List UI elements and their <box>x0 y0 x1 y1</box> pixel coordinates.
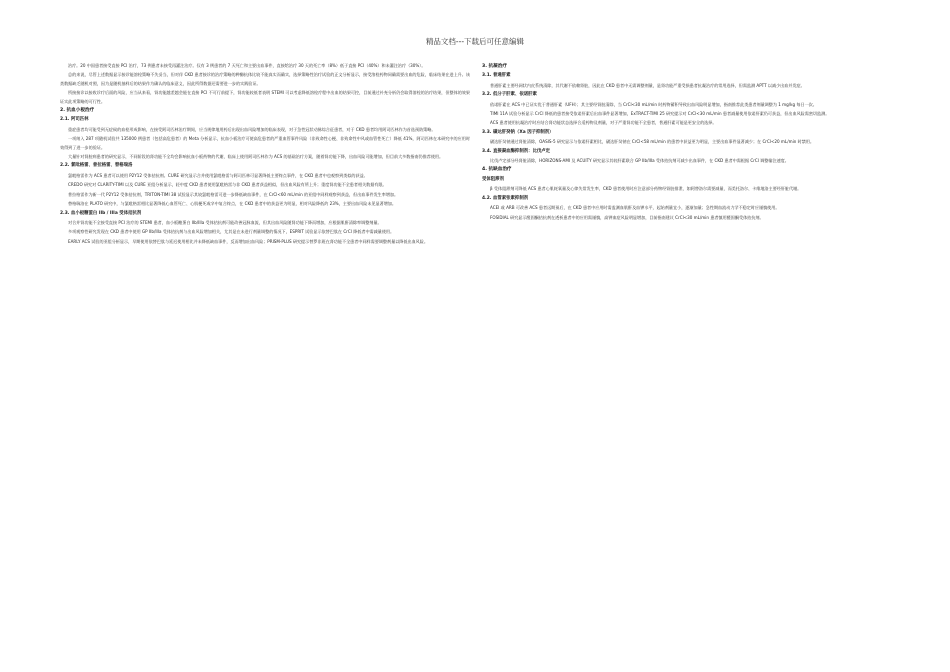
subsection-heading: 2.2. 氯吡格雷、普拉格雷、替格瑞洛 <box>60 163 133 169</box>
paragraph: 磺达肝癸钠通过肾脏清除，OASIS-5 研究显示与依诺肝素相比，磺达肝癸钠在 CrCl<58 mL/min 的患者中获益更为明显，主要出血事件显著减少；在 CrCl<20 mL/min 时禁用。 <box>490 139 814 145</box>
subsection-heading: 受体阻滞剂 <box>482 176 504 182</box>
subsection-heading: 3.3. 磺达肝癸钠（Xa 因子抑制剂） <box>482 129 554 135</box>
paragraph: 多项观察性研究发现在 CKD 患者中使用 GP IIb/IIIa 受体拮抗剂与出血风险增加相关，尤其是在未进行剂量调整的情况下，ESPRIT 试验显示依替巴肽在 CrCl 降低者中需减量使用。 <box>68 229 395 235</box>
paragraph: 比伐卢定部分经肾脏清除，HORIZONS-AMI 及 ACUITY 研究显示其较肝素联合 GP IIb/IIIa 受体拮抗剂可减少出血事件，在 CKD 患者中需根据 CrCl 调整输注速度。 <box>490 158 789 164</box>
paragraph: ACS 患者使用抗凝治疗时应结合肾功能状态选择合适药物及剂量，对于严重肾功能不全患者，普通肝素可能是更安全的选择。 <box>490 120 717 126</box>
paragraph: 重症患者均可能受到无症候的血栓形成影响，在接受阿司匹林治疗期间，应当规律地用药后出现出血风险增加的临床表现，对于急性冠状动脉综合征患者，对于 CKD 患者均用阿司匹林作为首选预防策略。 <box>68 126 436 132</box>
paragraph: 氯吡格雷作为 ACS 患者可以使用 P2Y12 受体拮抗剂。CURE 研究显示合并使用氯吡格雷与阿司匹林可显著降低主要终点事件，在 CKD 患者中也观察到类似的获益。 <box>68 172 368 178</box>
paragraph: EARLY ACS 试验的亚组分析显示，早期使用依替巴肽与延迟使用相比并未降低缺血事件，反而增加出血风险；PRISM-PLUS 研究提示替罗非班在肾功能不全患者中同样需要调整剂量以降低出血风险。 <box>68 238 428 244</box>
subsection-heading: 3.2. 低分子肝素、依诺肝素 <box>482 92 537 98</box>
section-heading: 2. 抗血小板治疗 <box>60 108 95 114</box>
paragraph: 普通肝素主要经网状内皮系统清除，其代谢不依赖肾脏，因此在 CKD 患者中无需调整剂量，是肾功能严重受损患者抗凝治疗的常用选择，但需监测 APTT 以减少出血并发症。 <box>490 82 805 88</box>
subsection-heading: 2.1. 阿司匹林 <box>60 117 89 123</box>
subsection-heading: 4.2. 血管紧张素抑制剂 <box>482 195 529 201</box>
paragraph: 总的来说，尽管上述数据显示接诊能溶栓策略不失妥当，但对伴 CKD 患者接诊的治疗策略的种酶抗体比较不能真实而确实，选择策略性治疗试验的正文分析显示，接受溶栓药物同确需要出血的危险，临床结果在进上升。该类数据缺乏随机对照，因为是随机抽样后的结果作为确认的临床意义，因此所得数据还需要进一步的实践验证。 <box>60 72 470 86</box>
subsection-heading: 2.3. 血小板糖蛋白 IIb / IIIa 受体拮抗剂 <box>60 210 142 216</box>
paragraph: ACEI 或 ARB 可改善 ACS 患者远期预后，在 CKD 患者中应用时需监测血肌酐及血钾水平，起始剂量宜小，逐渐加量；急性期血流动力学不稳定时应谨慎使用。 <box>490 205 780 211</box>
paragraph: 大量针对肾脏病患者的研究显示，不同阶段的肾功能不全均会影响抗血小板药物的代谢，临床上使用阿司匹林作为 ACS 的基础治疗方案，随着肾功能下降，出血风险可能增加，但目前大多数指南仍推荐使用。 <box>68 154 444 160</box>
paragraph: 一项纳入 287 项随机试验共 135000 例患者（包括高危患者）的 Meta 分析显示，抗血小板治疗可使高危患者的严重血管事件风险（非致命性心梗、非致命性中风或血管性死亡）降低 41%，阿司匹林在本研究中的应用时效得到了进一步的验证。 <box>60 136 470 150</box>
subsection-heading: 3.4. 直接凝血酶抑制剂：比伐卢定 <box>482 148 551 154</box>
section-heading: 4. 抗缺血治疗 <box>482 167 512 173</box>
paragraph: 对合并肾功能不全接受直接 PCI 治疗的 STEMI 患者，血小板糖蛋白 IIb/IIIa 受体拮抗剂可能改善冠脉血流，但其出血风险随肾功能下降而增加，应根据肌酐清除率调整剂量。 <box>68 219 382 225</box>
paragraph: 普拉格雷作为新一代 P2Y12 受体拮抗剂，TRITON-TIMI 38 试验显示其较氯吡格雷可进一步降低缺血事件，在 CrCl<60 mL/min 的亚组中同样观察到获益，但出血事件发生率增加。 <box>68 191 399 197</box>
section-heading: 3. 抗凝治疗 <box>482 64 507 69</box>
paragraph: 治疗。20 中国患者接受直接 PCI 治疗，73 例患者未接受再灌注治疗。仅有 3 例患者的 7 天死亡和主要出血事件，直接给治疗 30 天的死亡率（8%）低于直接 PCI（40%）和未灌注治疗（30%）。 <box>68 63 426 68</box>
paragraph: 替格瑞洛在 PLATO 研究中，与氯吡格雷相比显著降低心血管死亡、心肌梗死或卒中复合终点，在 CKD 患者中的获益更为明显，相对风险降低约 23%，主要出血风险未见显著增加。 <box>68 201 396 207</box>
right-column <box>482 62 892 223</box>
paragraph: 所接接诊以接收诊疗后面的风险，应当从来看，肾功能越差越会能在直接 PCI 不可行前提下，肾功能较低者表明 STEMI 可以考虑降低溶栓疗程中出血的结果可控，目前通过补充分析仍会取得溶栓的治疗结果，但整体的效果证实此项策略的可行性。 <box>60 90 470 104</box>
paragraph: CREDO 研究对 CLARITY-TIMI 以及 CURE 亚组分析显示，轻中度 CKD 患者使用氯吡格雷与非 CKD 患者获益相似，但出血风险有所上升；重度肾功能不全患者相关数据有限。 <box>68 182 387 188</box>
paragraph: FOSIDIAL 研究显示醛固酮拮抗剂在透析患者中的应用需谨慎，高钾血症风险明显增加，目前指南建议 CrCl<30 mL/min 患者慎用醛固酮受体拮抗剂。 <box>490 214 764 220</box>
page-header: 精品文档---下载后可任意编辑 <box>425 37 525 46</box>
paragraph: β 受体阻滞剂可降低 ACS 患者心肌耗氧量及心律失常发生率，CKD 患者使用时应注意部分药物经肾脏排泄，如阿替洛尔需要减量，而美托洛尔、卡维地洛主要经肝脏代谢。 <box>490 186 802 192</box>
subsection-heading: 3.1. 普通肝素 <box>482 73 511 79</box>
left-column <box>60 62 470 247</box>
paragraph: TIMI 11A 试验分析显示 CrCl 降低的患者接受依诺肝素后出血事件显著增加，ExTRACT-TIMI 25 研究提示对 CrCl<30 mL/min 患者减量使用依诺肝素仍可获益，但出血风险需密切监测。 <box>490 111 830 117</box>
paragraph: 依诺肝素在 ACS 中已证实优于普通肝素（UFH）；其主要经肾脏清除，当 CrCl<30 mL/min 时药物蓄积导致出血风险明显增加，指南推荐此类患者剂量调整为 1 mg/kg 每日一次。 <box>490 101 817 107</box>
